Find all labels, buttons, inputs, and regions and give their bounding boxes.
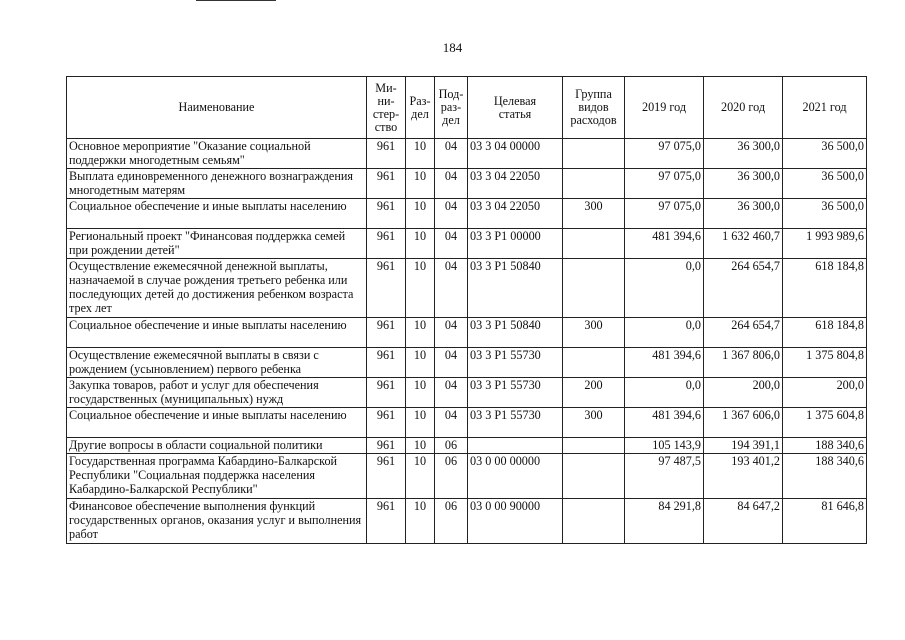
cell-ministry: 961: [367, 139, 406, 169]
cell-group: [563, 499, 625, 544]
cell-section: 10: [406, 378, 435, 408]
cell-2020: 1 367 606,0: [704, 408, 783, 438]
cell-section: 10: [406, 348, 435, 378]
cell-2019: 481 394,6: [625, 348, 704, 378]
cell-2021: 1 375 804,8: [783, 348, 867, 378]
cell-subsection: 04: [435, 348, 468, 378]
cell-2019: 105 143,9: [625, 438, 704, 454]
cell-section: 10: [406, 169, 435, 199]
cell-target: 03 3 P1 55730: [468, 348, 563, 378]
cell-target: 03 0 00 90000: [468, 499, 563, 544]
header-group: Группа видов расходов: [563, 77, 625, 139]
cell-2021: 1 993 989,6: [783, 229, 867, 259]
top-edge-mark: [196, 0, 276, 1]
table-body: [67, 139, 867, 544]
cell-2020: 36 300,0: [704, 169, 783, 199]
cell-target: 03 3 04 22050: [468, 199, 563, 229]
cell-name: Закупка товаров, работ и услуг для обеспечения государственных (муниципальных) нужд: [67, 378, 367, 408]
cell-target: 03 3 04 00000: [468, 139, 563, 169]
cell-target: 03 3 P1 55730: [468, 408, 563, 438]
cell-section: 10: [406, 318, 435, 348]
header-ministry: Ми- ни- стер- ство: [367, 77, 406, 139]
cell-ministry: 961: [367, 348, 406, 378]
cell-target: 03 3 04 22050: [468, 169, 563, 199]
cell-group: 300: [563, 199, 625, 229]
cell-2021: 618 184,8: [783, 259, 867, 318]
cell-ministry: 961: [367, 408, 406, 438]
cell-group: [563, 139, 625, 169]
header-section: Раз- дел: [406, 77, 435, 139]
cell-subsection: 04: [435, 229, 468, 259]
cell-2021: 36 500,0: [783, 199, 867, 229]
cell-target: 03 0 00 00000: [468, 454, 563, 499]
cell-group: 200: [563, 378, 625, 408]
cell-ministry: 961: [367, 229, 406, 259]
cell-ministry: 961: [367, 259, 406, 318]
cell-group: [563, 348, 625, 378]
cell-subsection: 06: [435, 438, 468, 454]
cell-2019: 97 075,0: [625, 199, 704, 229]
cell-group: [563, 454, 625, 499]
cell-name: Социальное обеспечение и иные выплаты населению: [67, 408, 367, 438]
cell-2020: 36 300,0: [704, 139, 783, 169]
cell-name: Основное мероприятие "Оказание социальной поддержки многодетным семьям": [67, 139, 367, 169]
table-row: [67, 438, 867, 454]
cell-subsection: 04: [435, 408, 468, 438]
cell-2020: 36 300,0: [704, 199, 783, 229]
cell-2019: 0,0: [625, 318, 704, 348]
cell-name: Региональный проект "Финансовая поддержка семей при рождении детей": [67, 229, 367, 259]
cell-name: Осуществление ежемесячной выплаты в связи с рождением (усыновлением) первого ребенка: [67, 348, 367, 378]
cell-2021: 188 340,6: [783, 454, 867, 499]
cell-2021: 36 500,0: [783, 169, 867, 199]
cell-2021: 1 375 604,8: [783, 408, 867, 438]
cell-2020: 264 654,7: [704, 318, 783, 348]
budget-table: [66, 76, 867, 544]
cell-subsection: 06: [435, 499, 468, 544]
cell-section: 10: [406, 454, 435, 499]
cell-target: 03 3 P1 50840: [468, 318, 563, 348]
cell-2021: 81 646,8: [783, 499, 867, 544]
table-row: [67, 348, 867, 378]
cell-2020: 264 654,7: [704, 259, 783, 318]
cell-name: Государственная программа Кабардино-Балкарской Республики "Социальная поддержка населения Кабардино-Балкарской Республики": [67, 454, 367, 499]
table-row: [67, 169, 867, 199]
table-header-row: [67, 77, 867, 139]
cell-target: 03 3 P1 00000: [468, 229, 563, 259]
cell-2019: 0,0: [625, 378, 704, 408]
cell-section: 10: [406, 438, 435, 454]
table-row: [67, 229, 867, 259]
table-row: [67, 454, 867, 499]
cell-section: 10: [406, 199, 435, 229]
table-row: [67, 259, 867, 318]
cell-ministry: 961: [367, 438, 406, 454]
header-target: Целевая статья: [468, 77, 563, 139]
cell-2020: 84 647,2: [704, 499, 783, 544]
cell-group: 300: [563, 318, 625, 348]
cell-target: 03 3 P1 50840: [468, 259, 563, 318]
cell-2019: 97 075,0: [625, 169, 704, 199]
header-subsection: Под- раз- дел: [435, 77, 468, 139]
page-number: 184: [442, 40, 463, 55]
cell-group: [563, 229, 625, 259]
cell-section: 10: [406, 408, 435, 438]
cell-name: Социальное обеспечение и иные выплаты населению: [67, 199, 367, 229]
cell-2021: 36 500,0: [783, 139, 867, 169]
cell-subsection: 06: [435, 454, 468, 499]
cell-target: [468, 438, 563, 454]
cell-group: [563, 169, 625, 199]
cell-2021: 188 340,6: [783, 438, 867, 454]
cell-2020: 194 391,1: [704, 438, 783, 454]
table-row: [67, 499, 867, 544]
cell-subsection: 04: [435, 318, 468, 348]
header-name: Наименование: [67, 77, 367, 139]
cell-name: Осуществление ежемесячной денежной выплаты, назначаемой в случае рождения третьего ребенка или последующих детей до достижения ребенком возраста трех лет: [67, 259, 367, 318]
cell-section: 10: [406, 229, 435, 259]
cell-group: [563, 259, 625, 318]
cell-group: [563, 438, 625, 454]
table-row: [67, 408, 867, 438]
table-row: [67, 139, 867, 169]
cell-target: 03 3 P1 55730: [468, 378, 563, 408]
cell-ministry: 961: [367, 378, 406, 408]
cell-2019: 0,0: [625, 259, 704, 318]
cell-ministry: 961: [367, 199, 406, 229]
cell-name: Социальное обеспечение и иные выплаты населению: [67, 318, 367, 348]
cell-subsection: 04: [435, 199, 468, 229]
cell-2020: 193 401,2: [704, 454, 783, 499]
cell-2019: 97 075,0: [625, 139, 704, 169]
cell-ministry: 961: [367, 454, 406, 499]
cell-2019: 84 291,8: [625, 499, 704, 544]
cell-name: Финансовое обеспечение выполнения функций государственных органов, оказания услуг и выполнения работ: [67, 499, 367, 544]
cell-2021: 618 184,8: [783, 318, 867, 348]
cell-section: 10: [406, 139, 435, 169]
header-2019: 2019 год: [625, 77, 704, 139]
cell-name: Другие вопросы в области социальной политики: [67, 438, 367, 454]
table-row: [67, 318, 867, 348]
cell-2021: 200,0: [783, 378, 867, 408]
cell-2020: 200,0: [704, 378, 783, 408]
cell-subsection: 04: [435, 169, 468, 199]
cell-section: 10: [406, 259, 435, 318]
cell-group: 300: [563, 408, 625, 438]
cell-name: Выплата единовременного денежного вознаграждения многодетным матерям: [67, 169, 367, 199]
cell-subsection: 04: [435, 139, 468, 169]
table-row: [67, 378, 867, 408]
cell-2019: 481 394,6: [625, 408, 704, 438]
cell-ministry: 961: [367, 499, 406, 544]
header-2020: 2020 год: [704, 77, 783, 139]
cell-2019: 481 394,6: [625, 229, 704, 259]
cell-ministry: 961: [367, 169, 406, 199]
cell-subsection: 04: [435, 378, 468, 408]
cell-subsection: 04: [435, 259, 468, 318]
table-row: [67, 199, 867, 229]
cell-2020: 1 367 806,0: [704, 348, 783, 378]
header-2021: 2021 год: [783, 77, 867, 139]
cell-section: 10: [406, 499, 435, 544]
cell-2020: 1 632 460,7: [704, 229, 783, 259]
cell-ministry: 961: [367, 318, 406, 348]
cell-2019: 97 487,5: [625, 454, 704, 499]
